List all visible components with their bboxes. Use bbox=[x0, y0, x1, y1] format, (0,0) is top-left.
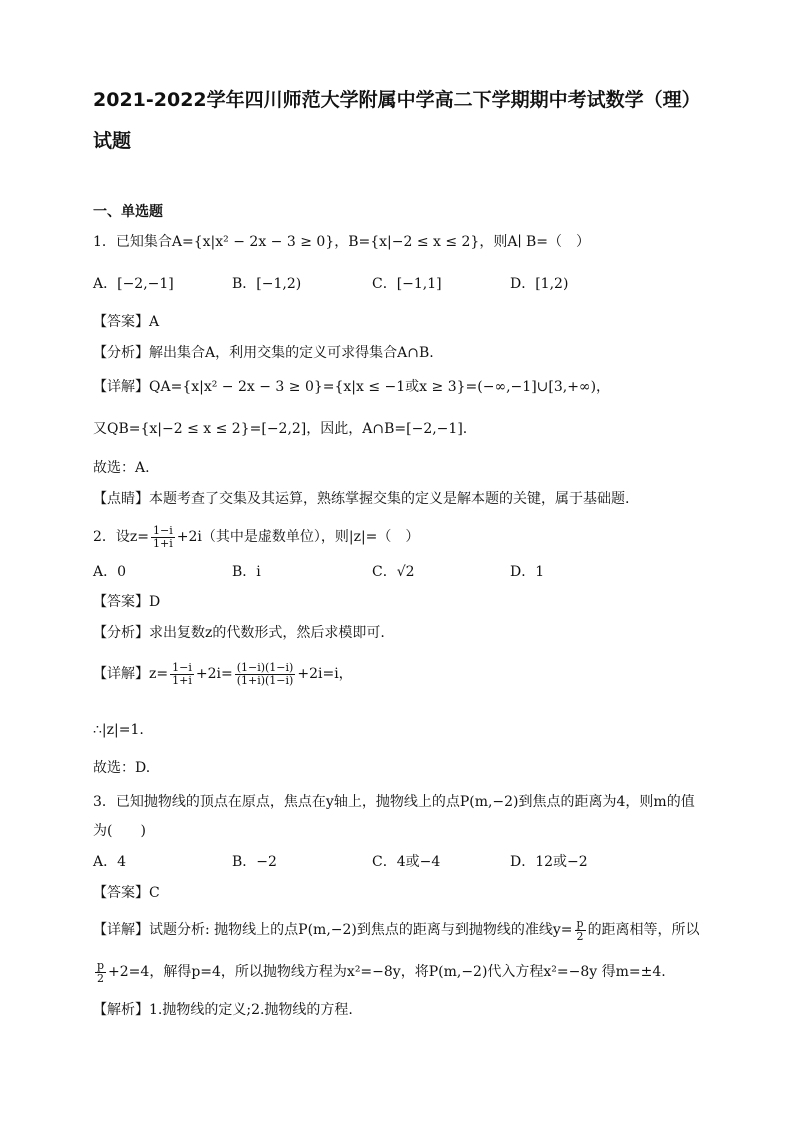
q3-option-d: D．12或−2 bbox=[510, 854, 588, 870]
q3-explain: 【解析】1.抛物线的定义;2.抛物线的方程. bbox=[93, 1002, 353, 1018]
q2-stem-prefix: 2．设z= bbox=[93, 529, 150, 545]
q2-option-d: D．1 bbox=[510, 564, 545, 580]
q1-analysis: 【分析】解出集合A，利用交集的定义可求得集合A∩B. bbox=[93, 345, 434, 361]
q3-detail1-fnum: p bbox=[576, 916, 584, 930]
q2-option-a: A．0 bbox=[93, 564, 127, 580]
q3-detail2-fden: 2 bbox=[97, 971, 105, 985]
q1-option-d: D．[1,2) bbox=[510, 276, 569, 292]
q3-detail1-fraction bbox=[575, 918, 586, 943]
q2-stem-fraction bbox=[151, 525, 175, 550]
q2-analysis: 【分析】求出复数z的代数形式，然后求模即可. bbox=[93, 625, 385, 641]
q3-detail2-fraction bbox=[95, 960, 106, 985]
q2-stem-suffix: +2i（其中是虚数单位），则|z|=（ ） bbox=[176, 529, 420, 545]
q2-answer: 【答案】D bbox=[93, 594, 161, 610]
q3-detail2-fnum: p bbox=[97, 958, 105, 972]
q3-option-b: B．−2 bbox=[232, 854, 277, 870]
q2-stem bbox=[93, 524, 734, 550]
q2-stem-frac-den: 1+i bbox=[153, 536, 173, 550]
q1-stem: 1．已知集合A={x|x² − 2x − 3 ≥ 0}，B={x|−2 ≤ x ≤ 2}，则A∣ B=（ ） bbox=[93, 234, 590, 250]
document-title-line2: 试题 bbox=[93, 130, 132, 152]
document-title-line1: 2021-2022学年四川师范大学附属中学高二下学期期中考试数学（理） bbox=[93, 89, 701, 111]
section-heading-single-choice: 一、单选题 bbox=[93, 204, 163, 220]
q2-detail-mid: +2i= bbox=[195, 666, 233, 682]
q2-detail-suffix: +2i=i， bbox=[297, 666, 353, 682]
q2-detail-prefix: 【详解】z= bbox=[93, 666, 169, 682]
q3-detail1-fden: 2 bbox=[576, 929, 584, 943]
q3-stem-line1: 3．已知抛物线的顶点在原点，焦点在y轴上，抛物线上的点P(m,−2)到焦点的距离为4，则m的值 bbox=[93, 794, 695, 810]
q3-detail-line1 bbox=[93, 916, 734, 944]
q1-option-b: B．[−1,2) bbox=[232, 276, 302, 292]
q1-choose: 故选：A. bbox=[93, 460, 150, 476]
q2-detail-fraction-1 bbox=[170, 662, 194, 687]
q1-answer: 【答案】A bbox=[93, 314, 160, 330]
q1-detail-line2: 又QB={x|−2 ≤ x ≤ 2}=[−2,2]，因此，A∩B=[−2,−1]. bbox=[93, 421, 468, 437]
q3-option-c: C．4或−4 bbox=[372, 854, 441, 870]
q3-detail-line2 bbox=[93, 958, 734, 986]
q3-detail1-suffix: 的距离相等，所以 bbox=[587, 922, 700, 938]
q2-choose: 故选：D. bbox=[93, 760, 151, 776]
q3-answer: 【答案】C bbox=[93, 885, 160, 901]
q2-option-c: C．√2 bbox=[372, 564, 415, 580]
q2-detail-f2-num: (1−i)(1−i) bbox=[236, 660, 294, 674]
q2-detail-f1-den: 1+i bbox=[172, 673, 192, 687]
q1-comment: 【点睛】本题考查了交集及其运算，熟练掌握交集的定义是解本题的关键，属于基础题. bbox=[93, 491, 630, 507]
q2-therefore: ∴|z|=1. bbox=[93, 722, 144, 738]
q1-option-c: C．[−1,1] bbox=[372, 276, 442, 292]
q3-detail2-suffix: +2=4，解得p=4，所以抛物线方程为x²=−8y，将P(m,−2)代入方程x²=−8y 得m=±4. bbox=[108, 964, 666, 980]
q2-stem-frac-num: 1−i bbox=[153, 523, 173, 537]
q2-detail-f1-num: 1−i bbox=[172, 660, 192, 674]
q2-detail bbox=[93, 660, 734, 688]
q2-option-b: B．i bbox=[232, 564, 261, 580]
q3-option-a: A．4 bbox=[93, 854, 127, 870]
q2-detail-f2-den: (1+i)(1−i) bbox=[236, 673, 294, 687]
q1-detail-line1: 【详解】QA={x|x² − 2x − 3 ≥ 0}={x|x ≤ −1或x ≥ 3}=(−∞,−1]∪[3,+∞)， bbox=[93, 379, 611, 395]
q1-option-a: A．[−2,−1] bbox=[93, 276, 174, 292]
q3-detail1-prefix: 【详解】试题分析: 抛物线上的点P(m,−2)到焦点的距离与到抛物线的准线y= bbox=[93, 922, 573, 938]
q3-stem-line2: 为( ) bbox=[93, 823, 146, 839]
q2-detail-fraction-2 bbox=[235, 662, 296, 687]
